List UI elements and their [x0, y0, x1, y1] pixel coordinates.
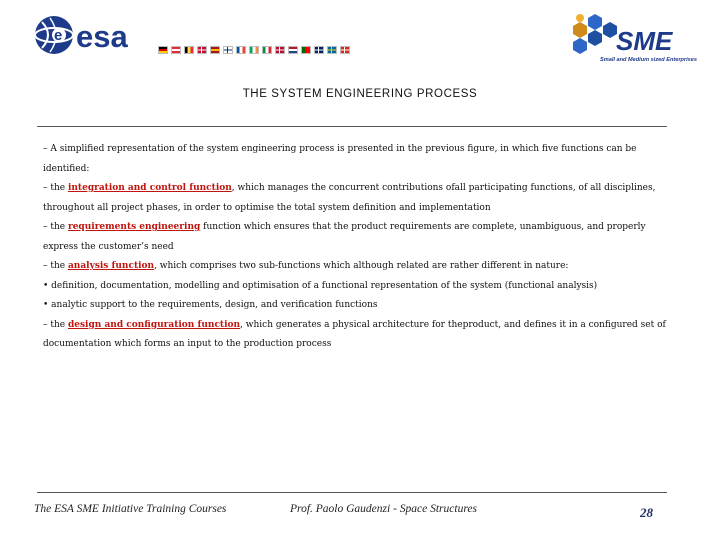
paragraph-integration: – the integration and control function, which manages the concurrent contributions ofall participating functions, of all disciplines, throughout all project phases, in order to optimise the total system definition and implementation	[43, 183, 656, 213]
paragraph-requirements: – the requirements engineering function which ensures that the product requirements are complete, unambiguous, and properly express the customer’s need	[43, 222, 646, 252]
term-analysis-function: analysis function	[67, 261, 155, 271]
flag-ireland-icon	[249, 46, 259, 54]
hexagon-cluster-icon	[573, 14, 617, 54]
flag-germany-icon	[158, 46, 168, 54]
flag-italy-icon	[262, 46, 272, 54]
flag-netherlands-icon	[288, 46, 298, 54]
paragraph-design: – the design and configuration function, which generates a physical architecture for theproduct, and defines it in a configured set of documentation which forms an input to the production process	[43, 319, 666, 349]
term-integration-control: integration and control function	[67, 183, 232, 193]
sme-tagline: Small and Medium sized Enterprises	[600, 57, 697, 63]
flag-switzerland-icon	[340, 46, 350, 54]
flag-norway-icon	[275, 46, 285, 54]
paragraph-analysis: – the analysis function, which comprises two sub-functions which although related are rather different in nature:	[43, 261, 569, 271]
flag-france-icon	[236, 46, 246, 54]
flag-finland-icon	[223, 46, 233, 54]
footer-course-title: The ESA SME Initiative Training Courses	[34, 503, 227, 515]
footer-divider	[37, 492, 667, 493]
flag-united-kingdom-icon	[314, 46, 324, 54]
flag-spain-icon	[210, 46, 220, 54]
svg-text:e: e	[54, 27, 63, 44]
flag-denmark-icon	[197, 46, 207, 54]
page-title: THE SYSTEM ENGINEERING PROCESS	[242, 88, 478, 100]
esa-logo	[30, 10, 160, 60]
sme-logo	[558, 8, 698, 68]
flag-belgium-icon	[184, 46, 194, 54]
footer-author: Prof. Paolo Gaudenzi - Space Structures	[290, 503, 477, 515]
flag-austria-icon	[171, 46, 181, 54]
flag-sweden-icon	[327, 46, 337, 54]
flag-portugal-icon	[301, 46, 311, 54]
esa-globe-icon	[35, 16, 73, 54]
member-state-flags	[158, 46, 350, 55]
bullet-functional-analysis: • definition, documentation, modelling and optimisation of a functional representation of the system (functional analysis)	[43, 280, 598, 291]
sme-wordmark: SME	[616, 26, 673, 56]
paragraph-intro: – A simplified representation of the system engineering process is presented in the previous figure, in which five functions can be identified:	[43, 144, 637, 174]
term-requirements-engineering: requirements engineering	[67, 222, 201, 232]
page-number: 28	[640, 505, 653, 520]
title-divider	[37, 126, 667, 127]
esa-wordmark: esa	[76, 19, 128, 54]
bullet-analytic-support: • analytic support to the requirements, design, and verification functions	[43, 300, 378, 310]
term-design-configuration: design and configuration function	[67, 319, 241, 330]
body-text	[43, 140, 673, 355]
